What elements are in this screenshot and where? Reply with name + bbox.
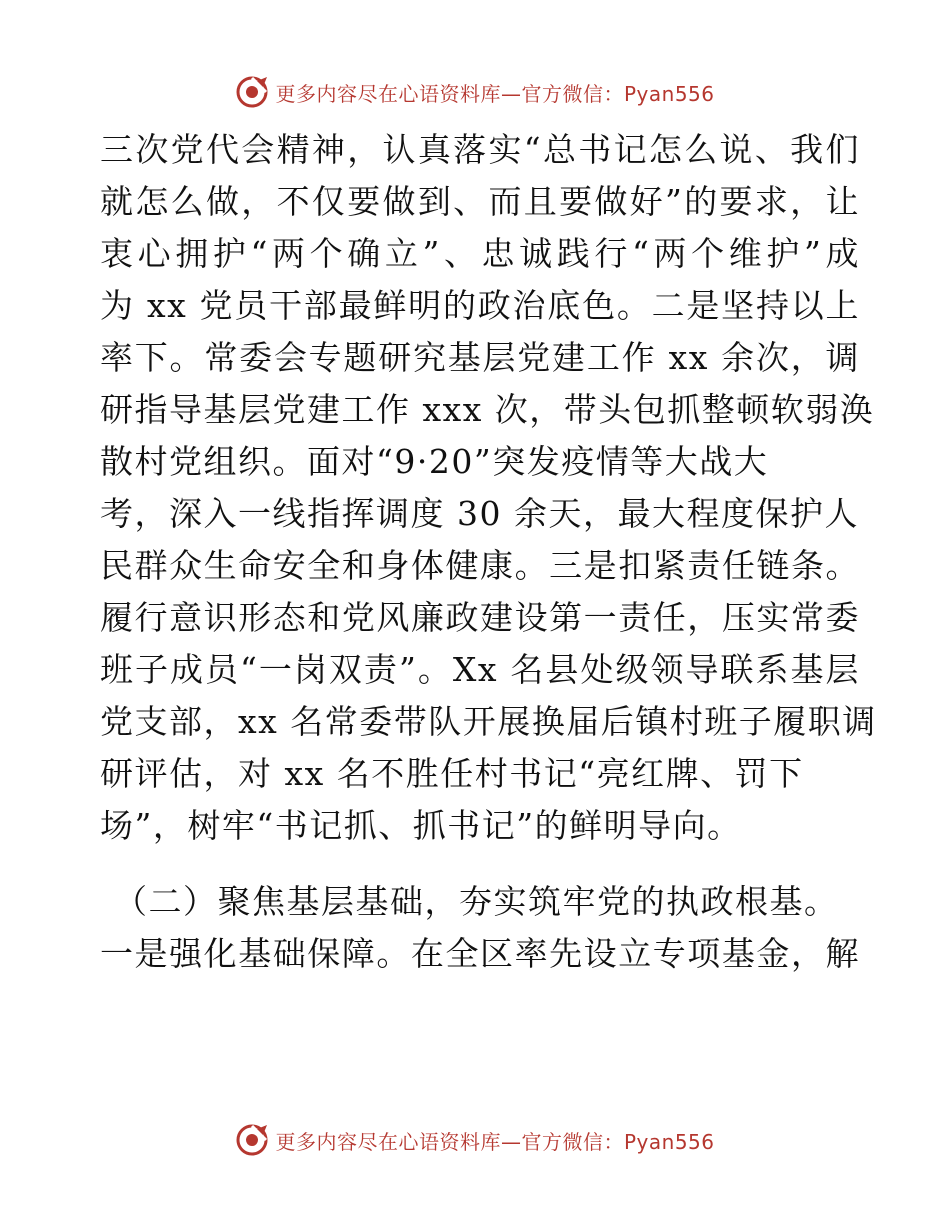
watermark-label: 官方微信： (521, 81, 624, 106)
watermark-text (275, 1126, 714, 1155)
text-line: 班子成员“一岗双责”。Xx 名县处级领导联系基层 (100, 650, 860, 689)
text-line: 研评估，对 xx 名不胜任村书记“亮红牌、罚下 (100, 754, 804, 793)
text-line: 衷心拥护“两个确立”、忠诚践行“两个维护”成 (100, 234, 860, 273)
text-line: 研指导基层党建工作 xxx 次，带头包抓整顿软弱涣 (100, 390, 875, 429)
text-line: 履行意识形态和党风廉政建设第一责任，压实常委 (100, 598, 860, 637)
paragraph-gap (100, 852, 860, 876)
text-line: 为 xx 党员干部最鲜明的政治底色。二是坚持以上 (100, 286, 860, 325)
watermark-site: 更多内容尽在心语资料库 (275, 1129, 501, 1154)
watermark-text (275, 78, 714, 107)
text-line: 党支部，xx 名常委带队开展换届后镇村班子履职调 (100, 702, 877, 741)
footer-watermark (0, 1120, 950, 1160)
text-line: 考，深入一线指挥调度 30 余天，最大程度保护人 (100, 494, 859, 533)
section-heading: （二）聚焦基层基础，夯实筑牢党的执政根基。 (114, 882, 839, 921)
watermark-dash: — (500, 1129, 522, 1154)
text-line: 就怎么做，不仅要做到、而且要做好”的要求，让 (100, 182, 860, 221)
document-body (100, 124, 877, 980)
text-line: 场”，树牢“书记抓、抓书记”的鲜明导向。 (100, 806, 742, 845)
text-line: 三次党代会精神，认真落实“总书记怎么说、我们 (100, 130, 860, 169)
header-watermark (0, 72, 950, 112)
watermark-site: 更多内容尽在心语资料库 (275, 81, 501, 106)
text-line: 率下。常委会专题研究基层党建工作 xx 余次，调 (100, 338, 860, 377)
watermark-account: Pyan556 (623, 1129, 715, 1154)
logo-icon (235, 1123, 269, 1157)
watermark-account: Pyan556 (623, 81, 715, 106)
text-line: 一是强化基础保障。在全区率先设立专项基金，解 (100, 934, 860, 973)
logo-icon (235, 75, 269, 109)
watermark-label: 官方微信： (521, 1129, 624, 1154)
watermark-dash: — (500, 81, 522, 106)
text-line: 民群众生命安全和身体健康。三是扣紧责任链条。 (100, 546, 860, 585)
text-line: 散村党组织。面对“9·20”突发疫情等大战大 (100, 442, 769, 481)
